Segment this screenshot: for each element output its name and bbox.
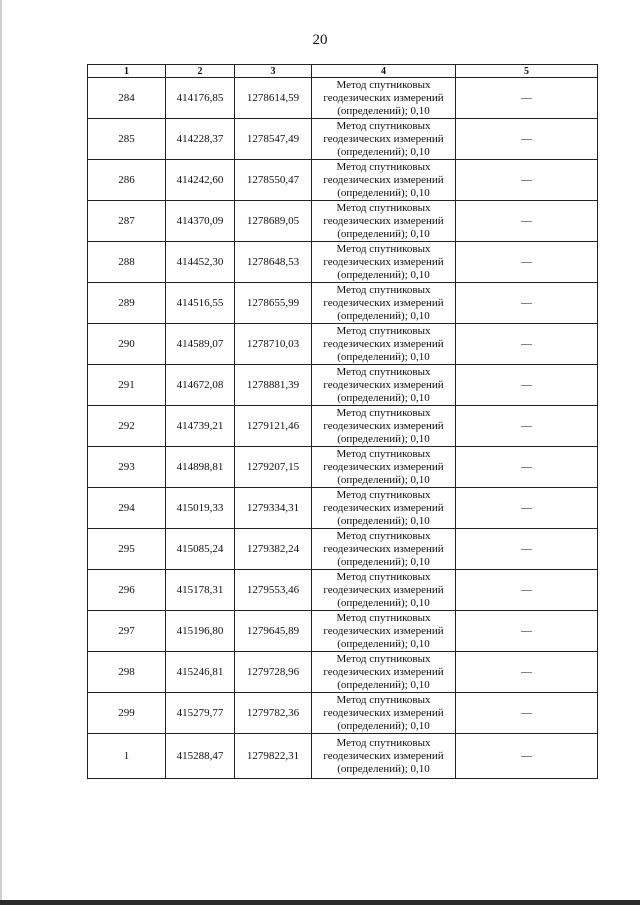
y-coordinate-cell: 1278614,59 xyxy=(235,78,312,119)
x-coordinate-cell: 414516,55 xyxy=(166,283,235,324)
y-coordinate-cell: 1278881,39 xyxy=(235,365,312,406)
point-number-cell: 291 xyxy=(88,365,166,406)
note-cell: — xyxy=(456,447,598,488)
point-number-cell: 296 xyxy=(88,570,166,611)
point-number-cell: 292 xyxy=(88,406,166,447)
point-number-cell: 287 xyxy=(88,201,166,242)
method-cell: Метод спутниковых геодезических измерений (определений); 0,10 xyxy=(312,734,456,779)
x-coordinate-cell: 414898,81 xyxy=(166,447,235,488)
x-coordinate-cell: 415288,47 xyxy=(166,734,235,779)
note-cell: — xyxy=(456,201,598,242)
table-row xyxy=(88,693,598,734)
column-header: 4 xyxy=(312,65,456,78)
table-row xyxy=(88,201,598,242)
table-header xyxy=(88,65,598,78)
x-coordinate-cell: 415019,33 xyxy=(166,488,235,529)
table-row xyxy=(88,283,598,324)
note-cell: — xyxy=(456,324,598,365)
point-number-cell: 1 xyxy=(88,734,166,779)
y-coordinate-cell: 1278550,47 xyxy=(235,160,312,201)
y-coordinate-cell: 1279207,15 xyxy=(235,447,312,488)
point-number-cell: 285 xyxy=(88,119,166,160)
note-cell: — xyxy=(456,406,598,447)
header-row xyxy=(88,65,598,78)
page-edge xyxy=(0,0,2,905)
note-cell: — xyxy=(456,365,598,406)
column-header: 2 xyxy=(166,65,235,78)
note-cell: — xyxy=(456,488,598,529)
table-row xyxy=(88,365,598,406)
method-cell: Метод спутниковых геодезических измерений (определений); 0,10 xyxy=(312,78,456,119)
point-number-cell: 284 xyxy=(88,78,166,119)
x-coordinate-cell: 414672,08 xyxy=(166,365,235,406)
column-header: 3 xyxy=(235,65,312,78)
y-coordinate-cell: 1279822,31 xyxy=(235,734,312,779)
note-cell: — xyxy=(456,570,598,611)
method-cell: Метод спутниковых геодезических измерений (определений); 0,10 xyxy=(312,611,456,652)
table-row xyxy=(88,652,598,693)
x-coordinate-cell: 414242,60 xyxy=(166,160,235,201)
x-coordinate-cell: 414228,37 xyxy=(166,119,235,160)
table-row xyxy=(88,160,598,201)
y-coordinate-cell: 1279645,89 xyxy=(235,611,312,652)
y-coordinate-cell: 1279382,24 xyxy=(235,529,312,570)
note-cell: — xyxy=(456,160,598,201)
page-number: 20 xyxy=(312,32,328,48)
method-cell: Метод спутниковых геодезических измерений (определений); 0,10 xyxy=(312,242,456,283)
method-cell: Метод спутниковых геодезических измерений (определений); 0,10 xyxy=(312,652,456,693)
x-coordinate-cell: 414452,30 xyxy=(166,242,235,283)
bottom-border xyxy=(0,900,640,905)
y-coordinate-cell: 1279782,36 xyxy=(235,693,312,734)
method-cell: Метод спутниковых геодезических измерений (определений); 0,10 xyxy=(312,324,456,365)
point-number-cell: 297 xyxy=(88,611,166,652)
column-header: 5 xyxy=(456,65,598,78)
method-cell: Метод спутниковых геодезических измерений (определений); 0,10 xyxy=(312,160,456,201)
x-coordinate-cell: 414176,85 xyxy=(166,78,235,119)
x-coordinate-cell: 415279,77 xyxy=(166,693,235,734)
table-row xyxy=(88,611,598,652)
method-cell: Метод спутниковых геодезических измерений (определений); 0,10 xyxy=(312,406,456,447)
y-coordinate-cell: 1278655,99 xyxy=(235,283,312,324)
point-number-cell: 293 xyxy=(88,447,166,488)
x-coordinate-cell: 415178,31 xyxy=(166,570,235,611)
note-cell: — xyxy=(456,119,598,160)
method-cell: Метод спутниковых геодезических измерений (определений); 0,10 xyxy=(312,201,456,242)
point-number-cell: 294 xyxy=(88,488,166,529)
table-row xyxy=(88,447,598,488)
point-number-cell: 286 xyxy=(88,160,166,201)
method-cell: Метод спутниковых геодезических измерений (определений); 0,10 xyxy=(312,283,456,324)
x-coordinate-cell: 414370,09 xyxy=(166,201,235,242)
y-coordinate-cell: 1278710,03 xyxy=(235,324,312,365)
x-coordinate-cell: 414739,21 xyxy=(166,406,235,447)
method-cell: Метод спутниковых геодезических измерений (определений); 0,10 xyxy=(312,570,456,611)
method-cell: Метод спутниковых геодезических измерений (определений); 0,10 xyxy=(312,365,456,406)
note-cell: — xyxy=(456,734,598,779)
point-number-cell: 298 xyxy=(88,652,166,693)
note-cell: — xyxy=(456,693,598,734)
note-cell: — xyxy=(456,283,598,324)
x-coordinate-cell: 415246,81 xyxy=(166,652,235,693)
point-number-cell: 289 xyxy=(88,283,166,324)
table-row xyxy=(88,734,598,779)
point-number-cell: 288 xyxy=(88,242,166,283)
y-coordinate-cell: 1278689,05 xyxy=(235,201,312,242)
coordinates-table xyxy=(87,64,598,779)
x-coordinate-cell: 415085,24 xyxy=(166,529,235,570)
x-coordinate-cell: 414589,07 xyxy=(166,324,235,365)
table-row xyxy=(88,242,598,283)
x-coordinate-cell: 415196,80 xyxy=(166,611,235,652)
table-row xyxy=(88,324,598,365)
method-cell: Метод спутниковых геодезических измерений (определений); 0,10 xyxy=(312,447,456,488)
note-cell: — xyxy=(456,78,598,119)
method-cell: Метод спутниковых геодезических измерений (определений); 0,10 xyxy=(312,119,456,160)
method-cell: Метод спутниковых геодезических измерений (определений); 0,10 xyxy=(312,488,456,529)
table-body xyxy=(88,78,598,779)
note-cell: — xyxy=(456,611,598,652)
point-number-cell: 290 xyxy=(88,324,166,365)
y-coordinate-cell: 1278648,53 xyxy=(235,242,312,283)
y-coordinate-cell: 1279121,46 xyxy=(235,406,312,447)
table-row xyxy=(88,78,598,119)
y-coordinate-cell: 1279728,96 xyxy=(235,652,312,693)
table-row xyxy=(88,406,598,447)
note-cell: — xyxy=(456,242,598,283)
point-number-cell: 295 xyxy=(88,529,166,570)
y-coordinate-cell: 1279553,46 xyxy=(235,570,312,611)
table-row xyxy=(88,488,598,529)
y-coordinate-cell: 1278547,49 xyxy=(235,119,312,160)
table-row xyxy=(88,119,598,160)
note-cell: — xyxy=(456,529,598,570)
method-cell: Метод спутниковых геодезических измерений (определений); 0,10 xyxy=(312,693,456,734)
table-row xyxy=(88,570,598,611)
method-cell: Метод спутниковых геодезических измерений (определений); 0,10 xyxy=(312,529,456,570)
column-header: 1 xyxy=(88,65,166,78)
y-coordinate-cell: 1279334,31 xyxy=(235,488,312,529)
point-number-cell: 299 xyxy=(88,693,166,734)
note-cell: — xyxy=(456,652,598,693)
table-row xyxy=(88,529,598,570)
